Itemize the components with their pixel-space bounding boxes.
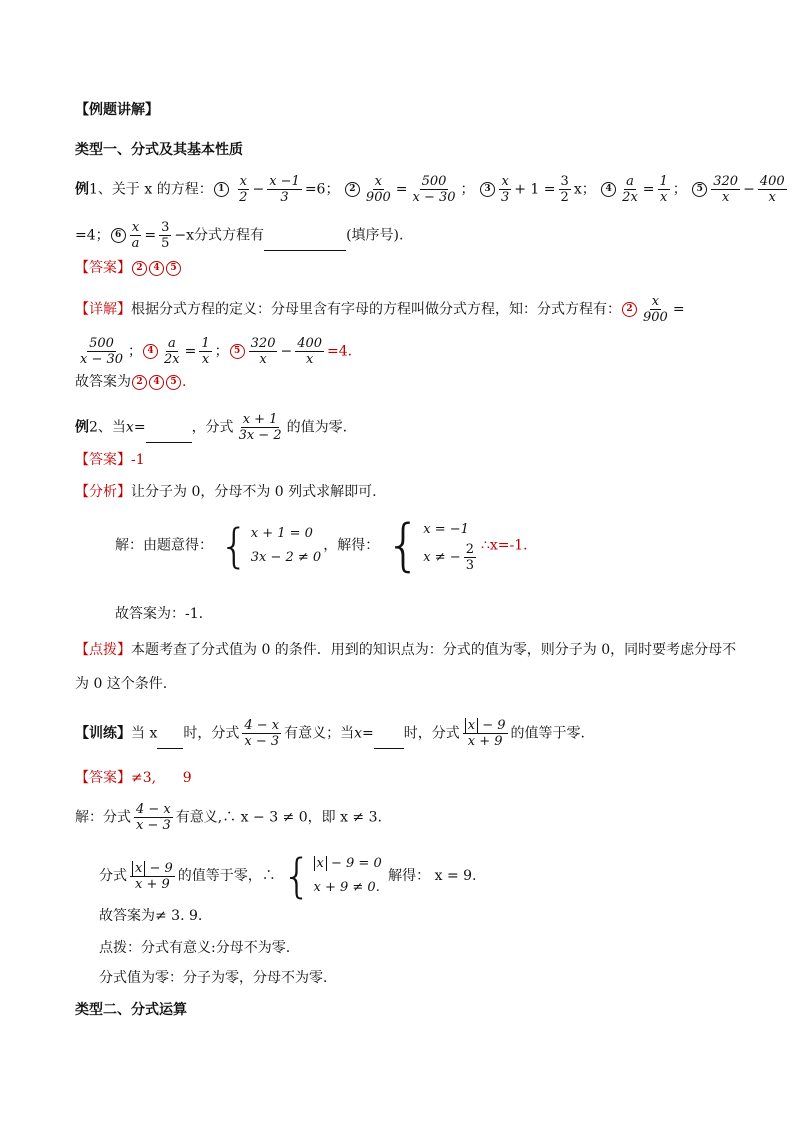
numerator: 320 <box>250 336 276 351</box>
numerator: a <box>167 336 176 351</box>
equation-tail: =4. <box>327 343 353 360</box>
numerator: x + 1 <box>242 412 278 427</box>
fraction <box>295 336 324 367</box>
numerator: 500 <box>89 336 114 351</box>
numerator: 400 <box>759 174 785 189</box>
solution-text: 解：由题意得： <box>115 537 213 554</box>
type2-heading: 类型二、分式运算 <box>75 1002 187 1018</box>
system-row: 3x − 2 ≠ 0 <box>250 549 322 565</box>
fraction <box>620 174 640 205</box>
question-text: 当 x <box>131 725 158 742</box>
operator: = <box>184 343 197 360</box>
choice-5: 5 <box>230 344 245 359</box>
solution2-conclusion: 故答案为：-1. <box>115 606 204 622</box>
tip2-line1 <box>75 640 736 660</box>
fraction <box>559 174 571 205</box>
answer-value: -1 <box>131 452 145 468</box>
question-text: −x分式方程有 <box>174 227 265 244</box>
fraction <box>162 336 182 367</box>
denominator: x − 3 <box>244 734 280 749</box>
type1-heading: 类型一、分式及其基本性质 <box>75 142 243 158</box>
numerator: 500 <box>421 174 447 189</box>
answer2 <box>75 450 145 470</box>
solution-text: 解：分式 <box>75 809 131 826</box>
equation-system <box>282 849 382 903</box>
solution3-tip-b: 分式值为零：分子为零，分母不为零. <box>99 970 328 986</box>
numerator: − 9 <box>478 718 506 733</box>
solution3-tip-a: 点拨：分式有意义:分母不为零. <box>99 940 291 956</box>
solution3-conclusion: 故答案为≠ 3. 9. <box>99 908 203 924</box>
fraction <box>758 174 787 205</box>
absolute-value: x <box>314 856 327 871</box>
fraction <box>130 861 175 892</box>
fraction <box>267 174 302 205</box>
fraction <box>658 174 670 205</box>
solution2 <box>115 512 528 578</box>
example-label: 例 <box>75 181 89 198</box>
system-row: x = −1 <box>423 522 469 537</box>
system-row: x ≠ − <box>423 550 461 565</box>
numerator: 4 − x <box>244 718 280 733</box>
solution-text: 有意义,∴ x − 3 ≠ 0，即 x ≠ 3. <box>175 809 382 826</box>
denominator: 3 <box>500 190 510 205</box>
detail-text: 根据分式方程的定义：分母里含有字母的方程叫做分式方程，知：分式方程有： <box>131 301 621 318</box>
equation-system <box>219 518 322 573</box>
solution3-line1 <box>75 802 382 833</box>
fraction <box>464 542 476 573</box>
question-text: 时，分式 <box>183 725 240 742</box>
fraction <box>159 220 171 251</box>
choice-1: 1 <box>214 182 229 197</box>
fraction <box>711 174 740 205</box>
numerator: 1 <box>659 174 668 189</box>
separator: ； <box>214 343 229 360</box>
absolute-value: x <box>132 861 145 876</box>
denominator: 2 <box>239 190 248 205</box>
solution-result: ∴x=-1. <box>480 537 528 554</box>
choice-4: 4 <box>143 344 158 359</box>
denominator: x <box>259 352 267 367</box>
numerator: x <box>239 174 247 189</box>
numerator: 3 <box>161 220 170 235</box>
answer3 <box>75 768 192 788</box>
example-number: 1 <box>89 181 98 198</box>
example1-line1 <box>75 174 790 205</box>
section-heading: 【例题讲解】 <box>75 102 159 118</box>
numerator: 400 <box>297 336 323 351</box>
fraction <box>134 802 173 833</box>
answer-blank[interactable] <box>374 734 404 749</box>
solution-text: ，解得： <box>323 537 380 554</box>
denominator: x − 30 <box>80 352 124 367</box>
choice-5: 5 <box>692 182 707 197</box>
tip-label: 【点拨】 <box>75 642 131 658</box>
solution-text: 分式 <box>99 868 127 884</box>
question-text: 时，分式 <box>403 725 460 742</box>
denominator: x + 9 <box>467 734 503 749</box>
question-text: 的值为零. <box>286 419 348 436</box>
numerator: a <box>626 174 634 189</box>
answer-label: 【答案】 <box>75 452 131 468</box>
detail-label: 【详解】 <box>75 301 131 318</box>
denominator: 3 <box>280 190 289 205</box>
absolute-value: x <box>465 718 478 733</box>
choice-2: 2 <box>345 182 360 197</box>
answer1: 【答案】 2 4 5 <box>75 258 182 282</box>
detail1-conclusion: 故答案为 2 4 5 . <box>75 374 187 390</box>
operator: = <box>672 301 685 318</box>
numerator: 320 <box>713 174 739 189</box>
numerator: x <box>131 220 140 235</box>
denominator: a <box>131 236 140 251</box>
fraction <box>249 336 278 367</box>
numerator: 4 − x <box>136 802 171 817</box>
choice-6: 6 <box>111 228 126 243</box>
numerator: 2 <box>465 542 474 557</box>
denominator: x <box>201 352 210 367</box>
solution-text: 解得： x = 9. <box>388 868 477 884</box>
operator: = <box>133 419 146 436</box>
denominator: x <box>768 190 776 205</box>
choice-4: 4 <box>601 182 616 197</box>
analysis-text: 让分子为 0，分母不为 0 列式求解即可. <box>131 484 377 500</box>
brace: { <box>219 518 249 573</box>
choice-3: 3 <box>480 182 495 197</box>
operator: + 1 = <box>514 181 556 198</box>
numerator: − 9 <box>145 860 173 876</box>
question-text: 的值等于零. <box>510 725 585 742</box>
equation-tail: =6； <box>304 181 340 198</box>
numerator: 1 <box>201 336 210 351</box>
separator: ； <box>672 181 687 198</box>
fraction <box>237 174 249 205</box>
operator: = <box>362 725 374 742</box>
question-text: 、当 <box>97 419 126 436</box>
denominator: 3x − 2 <box>238 428 282 443</box>
denominator: 5 <box>161 236 170 251</box>
denominator: x <box>305 352 314 367</box>
separator: ； <box>128 343 143 360</box>
fraction <box>499 174 511 205</box>
choice-2: 2 <box>622 302 637 317</box>
detail1-line2 <box>75 336 352 367</box>
denominator: 900 <box>365 190 391 205</box>
training-label: 【训练】 <box>75 725 131 742</box>
question-text: 有意义；当 <box>284 725 355 742</box>
numerator: x <box>501 174 509 189</box>
numerator: 3 <box>560 174 569 189</box>
denominator: 3 <box>465 558 474 573</box>
answer-blank[interactable] <box>264 236 346 251</box>
answer-blank[interactable] <box>146 428 192 443</box>
equation-system <box>385 512 479 578</box>
equation-tail: x； <box>573 181 596 198</box>
operator: = <box>395 181 408 198</box>
fraction <box>641 294 670 325</box>
tip-text: 本题考查了分式值为 0 的条件．用到的知识点为：分式的值为零，则分子为 0，同时要考虑分母不 <box>131 642 737 658</box>
detail1-line1 <box>75 294 685 325</box>
denominator: x <box>721 190 730 205</box>
brace: { <box>282 849 312 903</box>
denominator: x <box>659 190 668 205</box>
numerator: x <box>651 294 660 309</box>
example-label: 例 <box>75 419 89 436</box>
answer-label: 【答案】 <box>75 260 131 276</box>
fraction <box>242 718 281 749</box>
system-row: − 9 = 0 <box>326 856 382 871</box>
example1-line2 <box>75 220 403 251</box>
example-number: 2 <box>89 419 98 436</box>
fill-hint: (填序号). <box>346 227 404 244</box>
question-text: ，分式 <box>191 419 234 436</box>
fraction <box>463 718 508 749</box>
fraction <box>199 336 211 367</box>
system-row: x + 1 = 0 <box>250 525 313 541</box>
denominator: x + 9 <box>135 876 170 892</box>
solution-text: 的值等于零，∴ <box>177 868 276 884</box>
system-row: x + 9 ≠ 0. <box>313 880 380 895</box>
numerator: x −1 <box>269 174 300 189</box>
fraction <box>364 174 393 205</box>
solution3-line2 <box>99 849 477 903</box>
training-line <box>75 718 585 749</box>
operator: = <box>642 181 655 198</box>
analysis2 <box>75 482 377 502</box>
operator: − <box>743 181 755 198</box>
tip2-line2: 为 0 这个条件. <box>75 676 168 692</box>
fraction <box>410 174 457 205</box>
denominator: x − 30 <box>412 190 456 205</box>
denominator: 2 <box>560 190 569 205</box>
answer-blank[interactable] <box>157 734 183 749</box>
fraction <box>130 220 142 251</box>
equation-tail: =4； <box>75 227 110 244</box>
fraction <box>78 336 125 367</box>
analysis-label: 【分析】 <box>75 484 131 500</box>
numerator: x <box>374 174 382 189</box>
denominator: 900 <box>643 310 668 325</box>
separator: ； <box>460 181 475 198</box>
variable: x <box>354 725 363 742</box>
denominator: x − 3 <box>136 818 171 833</box>
example2-line <box>75 412 347 443</box>
answer-value: ≠3, 9 <box>131 770 192 786</box>
denominator: 2x <box>622 190 638 205</box>
variable: x <box>125 419 134 436</box>
operator: = <box>144 227 157 244</box>
fraction <box>237 412 284 443</box>
answer-label: 【答案】 <box>75 770 131 786</box>
brace: { <box>385 512 422 578</box>
denominator: 2x <box>164 352 180 367</box>
operator: − <box>280 343 293 360</box>
example-intro: 、关于 x 的方程： <box>97 181 213 198</box>
operator: − <box>252 181 265 198</box>
